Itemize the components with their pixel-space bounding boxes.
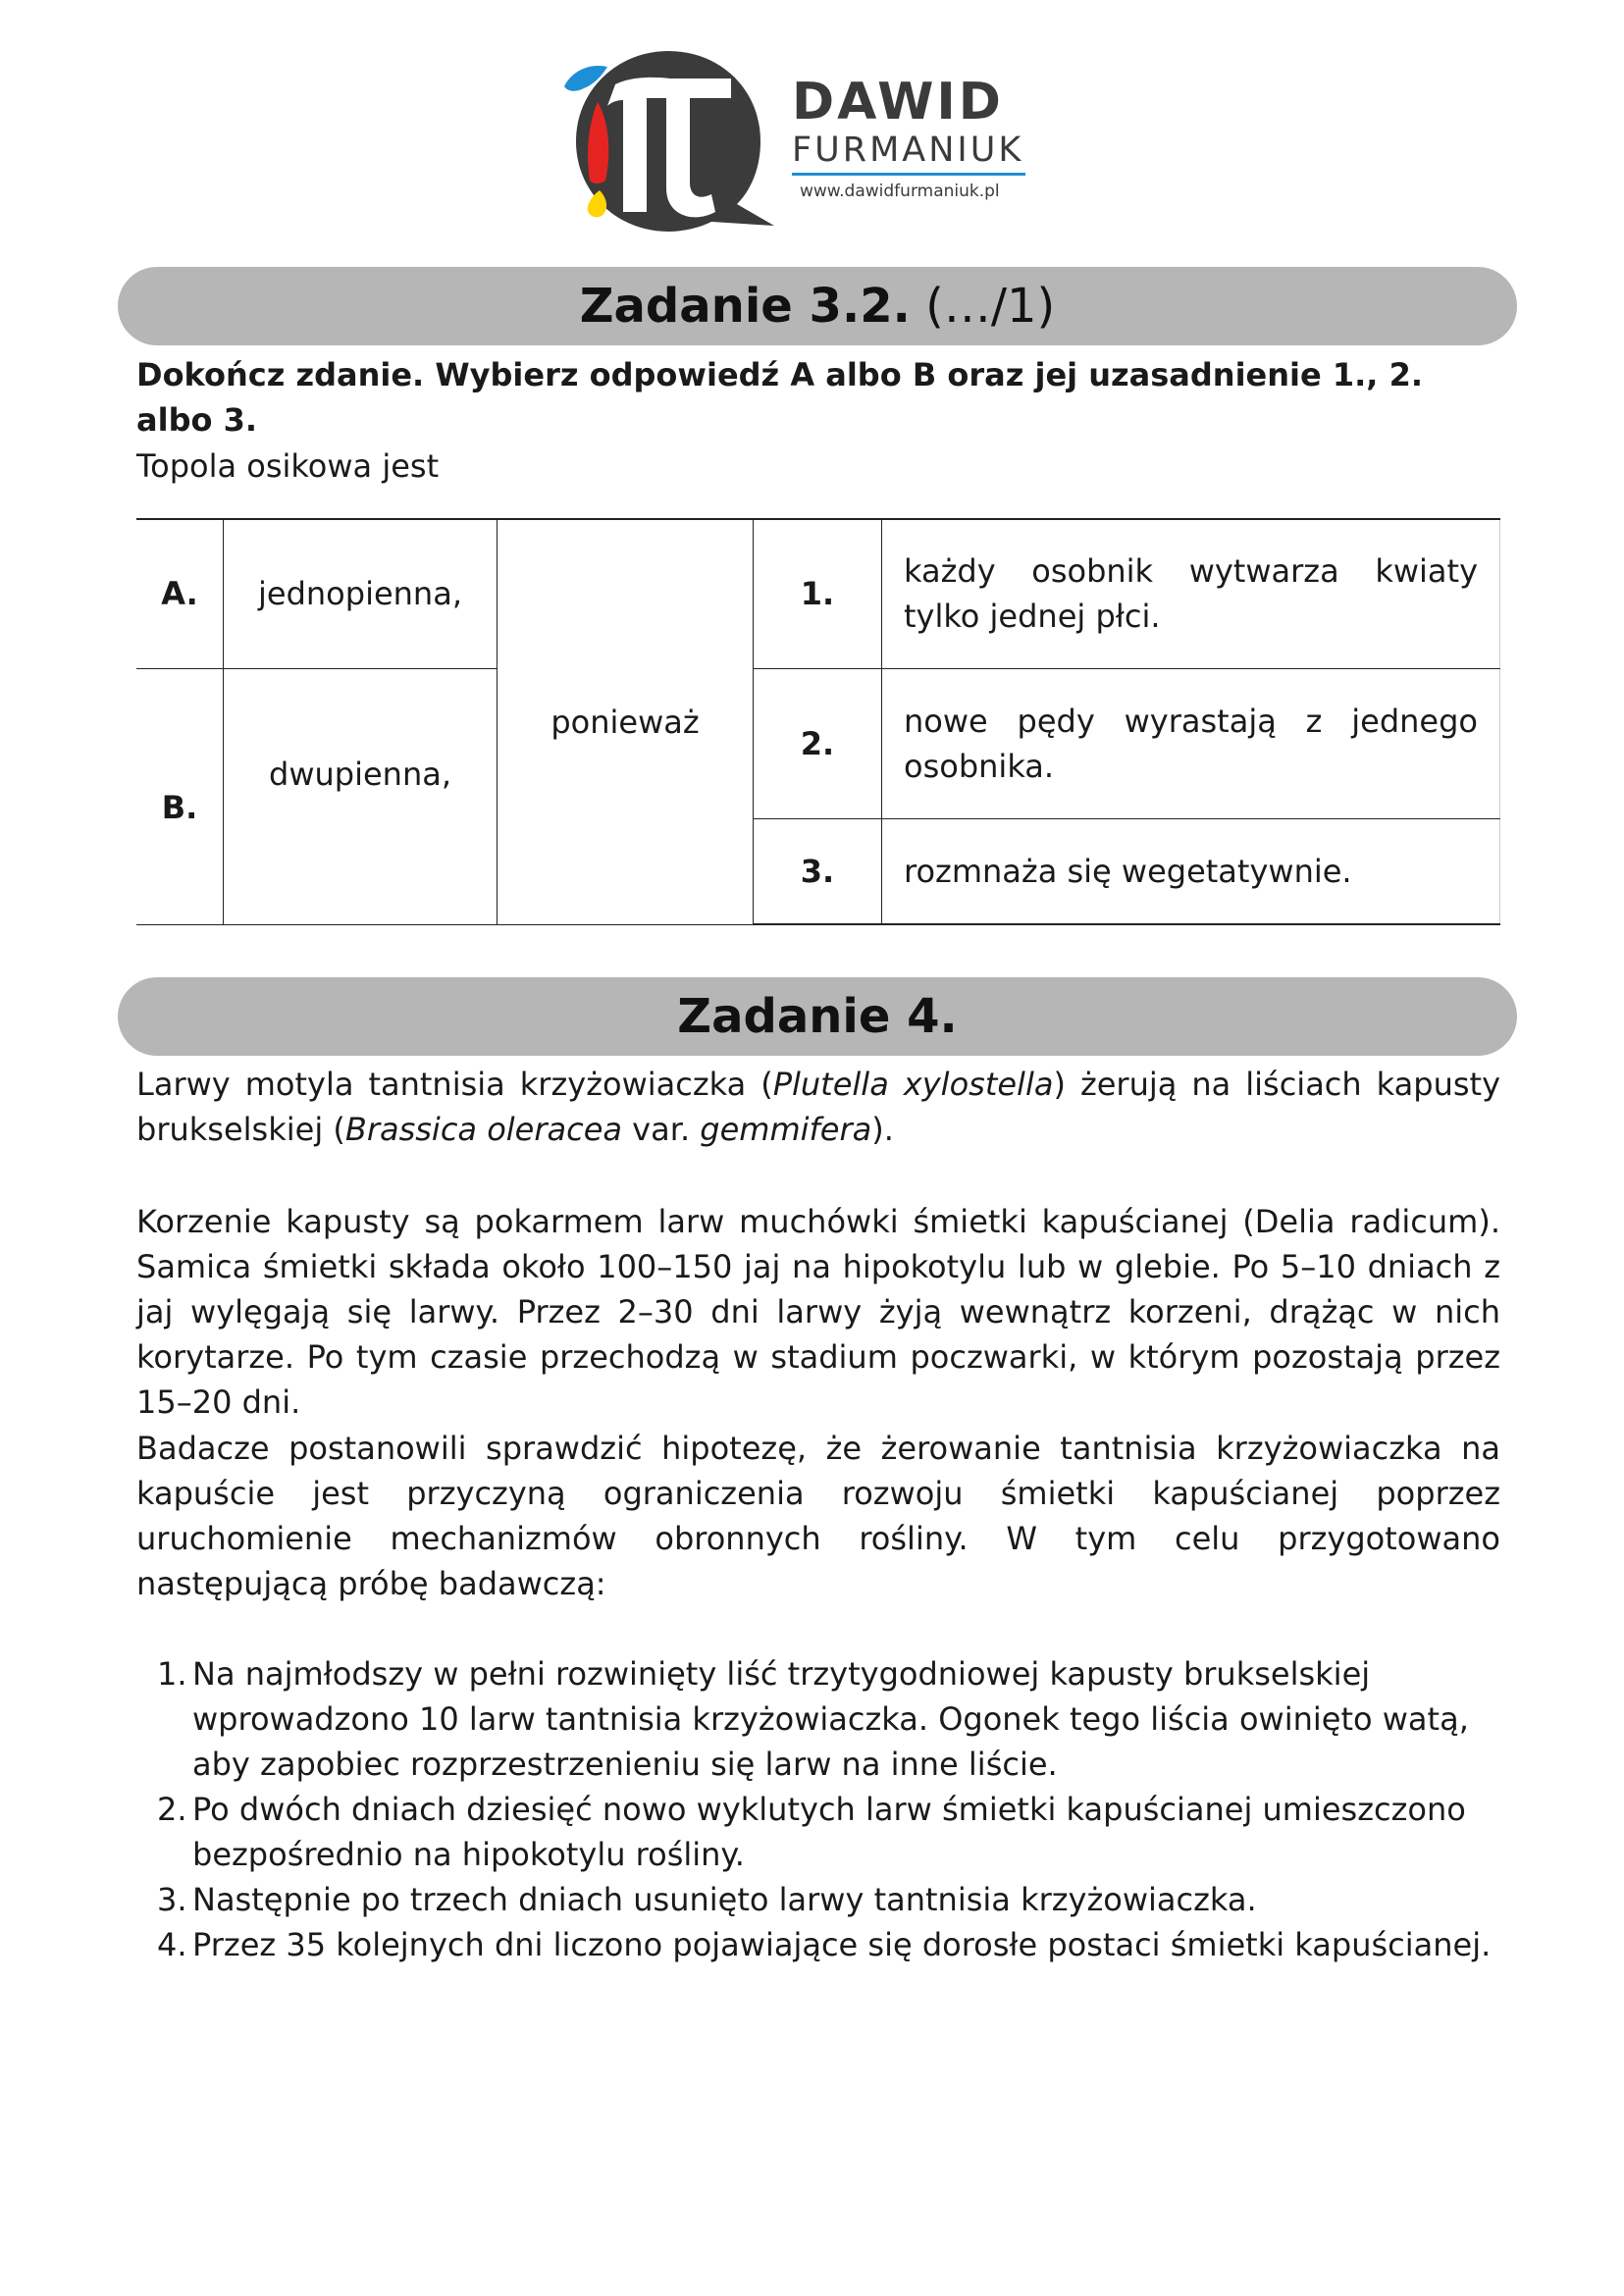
step-1-number: 1.: [157, 1655, 187, 1693]
species-name-2: Brassica oleracea: [344, 1111, 622, 1148]
task-32-instruction: Dokończ zdanie. Wybierz odpowiedź A albo B oraz jej uzasadnienie 1., 2. albo 3.: [136, 356, 1423, 439]
step-2-number: 2.: [157, 1791, 187, 1828]
variety-name: gemmifera: [700, 1111, 872, 1148]
step-3-text: Następnie po trzech dniach usunięto larwy tantnisia krzyżowiaczka.: [192, 1881, 1257, 1918]
task-32-banner: [118, 267, 1517, 345]
step-4-number: 4.: [157, 1926, 187, 1963]
list-item: [136, 1922, 1500, 1967]
reason-3-number: 3.: [754, 818, 882, 924]
list-item: [136, 1787, 1500, 1877]
table-row: [136, 519, 1500, 668]
step-4-text: Przez 35 kolejnych dni liczono pojawiające się dorosłe postaci śmietki kapuścianej.: [192, 1926, 1492, 1963]
reason-1-number: 1.: [754, 519, 882, 668]
answer-table: [136, 518, 1500, 925]
list-item: [136, 1877, 1500, 1922]
task-4-title: Zadanie 4.: [677, 989, 958, 1044]
step-3-number: 3.: [157, 1881, 187, 1918]
option-b-text: dwupienna,: [224, 668, 498, 924]
task-4-paragraph-3: Badacze postanowili sprawdzić hipotezę, że żerowanie tantnisia krzyżowiaczka na kapuście jest przyczyną ograniczenia rozwoju śmietki kapuścianej poprzez uruchomienie mechanizmów obronnych rośliny. W tym celu przygotowano następującą próbę badawczą:: [136, 1430, 1500, 1602]
step-2-text: Po dwóch dniach dziesięć nowo wyklutych larw śmietki kapuścianej umieszczono bezpośrednio na hipokotylu rośliny.: [192, 1791, 1466, 1873]
intro-text-1: Larwy motyla tantnisia krzyżowiaczka (: [136, 1066, 773, 1103]
table-row: [136, 668, 1500, 818]
logo-surname: FURMANIUK: [792, 130, 1024, 170]
species-name-1: Plutella xylostella: [772, 1066, 1054, 1103]
task-32-points: (…/1): [925, 279, 1056, 334]
logo-url: www.dawidfurmaniuk.pl: [800, 182, 1000, 201]
logo-underline: [792, 173, 1025, 176]
task-32-title: Zadanie 3.2.: [579, 279, 911, 334]
pi-speech-bubble-icon: [564, 47, 780, 234]
intro-text-4: ).: [871, 1111, 894, 1148]
task-4-paragraph-2: Korzenie kapusty są pokarmem larw muchówki śmietki kapuścianej (Delia radicum). Samica śmietki składa około 100–150 jaj na hipokotylu lub w glebie. Po 5–10 dniach z jaj wylęgają się larwy. Przez 2–30 dni larwy żyją wewnątrz korzeni, drążąc w nich korytarze. Po tym czasie przechodzą w stadium poczwarki, w którym pozostają przez 15–20 dni.: [136, 1203, 1500, 1421]
brand-logo: [564, 47, 1035, 234]
step-1-text: Na najmłodszy w pełni rozwinięty liść trzytygodniowej kapusty brukselskiej wprowadzono 10 larw tantnisia krzyżowiaczka. Ogonek tego liścia owinięto watą, aby zapobiec rozprzestrzenieniu się larw na inne liście.: [192, 1655, 1469, 1783]
reason-2-text: nowe pędy wyrastają z jednego osobnika.: [882, 668, 1500, 818]
option-a-text: jednopienna,: [224, 519, 498, 668]
procedure-list: [136, 1651, 1500, 1967]
intro-text-3: var.: [622, 1111, 701, 1148]
option-b-letter: B.: [136, 668, 224, 924]
list-item: [136, 1651, 1500, 1787]
task-4-intro: [136, 1062, 1500, 1152]
reason-2-number: 2.: [754, 668, 882, 818]
logo-name: DAWID: [792, 73, 1004, 131]
task-4-banner: [118, 977, 1517, 1056]
connector-text: ponieważ: [498, 519, 754, 924]
task-32-stem: Topola osikowa jest: [136, 447, 440, 485]
reason-1-text: każdy osobnik wytwarza kwiaty tylko jednej płci.: [882, 519, 1500, 668]
reason-3-text: rozmnaża się wegetatywnie.: [882, 818, 1500, 924]
intro-text-2: ) żerują na liściach kapusty brukselskiej (: [136, 1066, 1501, 1148]
option-a-letter: A.: [136, 519, 224, 668]
